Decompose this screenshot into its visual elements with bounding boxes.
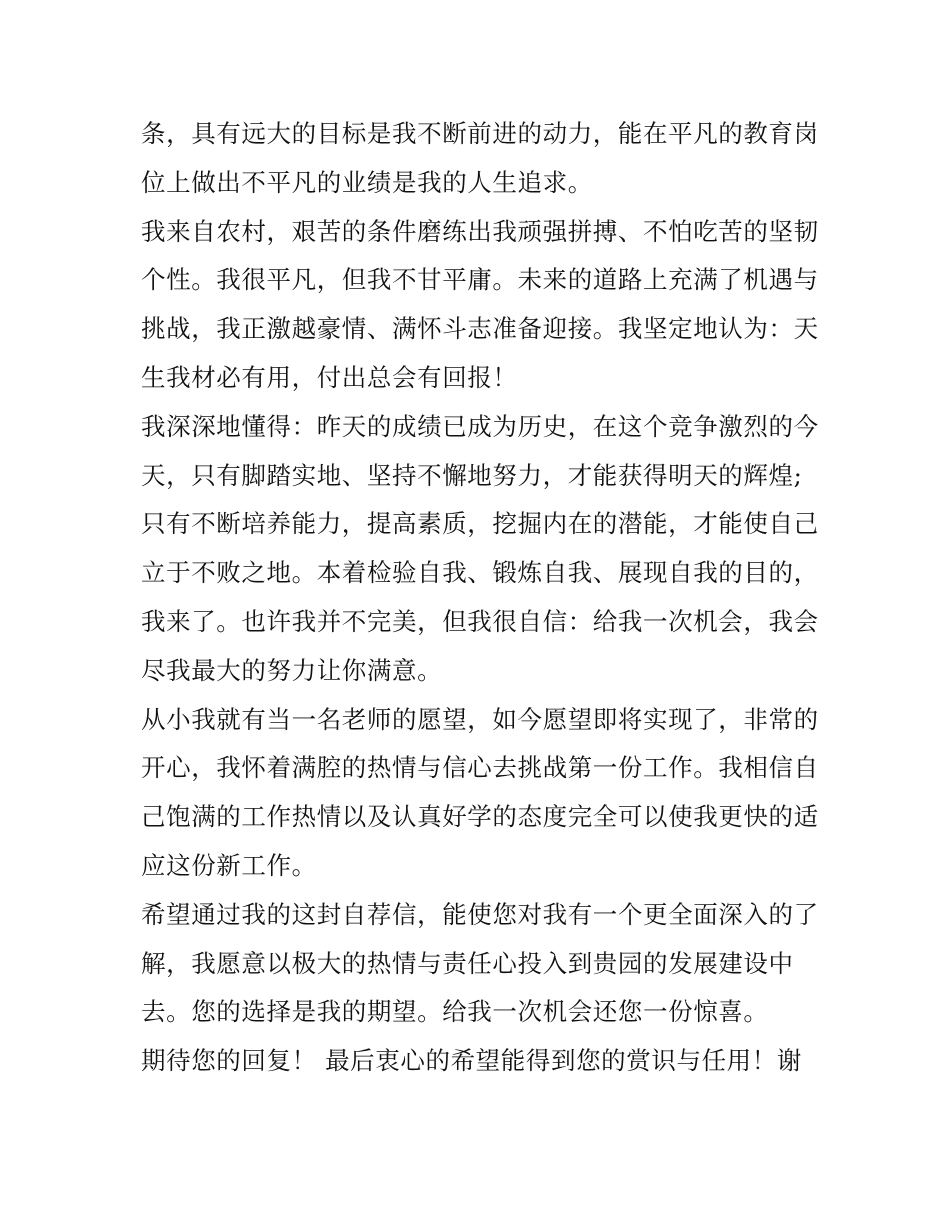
text-line: 位上做出不平凡的业绩是我的人生追求。 xyxy=(141,167,593,197)
text-line: 只有不断培养能力，提高素质，挖掘内在的潜能，才能使自己 xyxy=(141,509,819,539)
text-line: 挑战，我正激越豪情、满怀斗志准备迎接。我坚定地认为：天 xyxy=(141,314,819,344)
text-line: 去。您的选择是我的期望。给我一次机会还您一份惊喜。 xyxy=(141,997,769,1027)
text-line: 应这份新工作。 xyxy=(141,850,317,880)
text-line: 个性。我很平凡，但我不甘平庸。未来的道路上充满了机遇与 xyxy=(141,265,819,295)
document-body xyxy=(141,110,821,1086)
text-line: 我来自农村，艰苦的条件磨练出我顽强拼搏、不怕吃苦的坚韧 xyxy=(141,216,819,246)
text-line: 生我材必有用，付出总会有回报！ xyxy=(141,362,518,392)
text-line: 期待您的回复！ 最后衷心的希望能得到您的赏识与任用！谢 xyxy=(141,1046,802,1076)
text-line: 希望通过我的这封自荐信，能使您对我有一个更全面深入的了 xyxy=(141,899,819,929)
text-line: 己饱满的工作热情以及认真好学的态度完全可以使我更快的适 xyxy=(141,802,819,832)
text-line: 立于不败之地。本着检验自我、锻炼自我、展现自我的目的， xyxy=(141,558,819,588)
text-line: 我深深地懂得：昨天的成绩已成为历史，在这个竞争激烈的今 xyxy=(141,411,819,441)
text-line: 我来了。也许我并不完美，但我很自信：给我一次机会，我会 xyxy=(141,606,819,636)
text-line: 尽我最大的努力让你满意。 xyxy=(141,655,443,685)
text-line: 天，只有脚踏实地、坚持不懈地努力，才能获得明天的辉煌; xyxy=(141,460,803,490)
text-line: 解，我愿意以极大的热情与责任心投入到贵园的发展建设中 xyxy=(141,948,794,978)
text-line: 条，具有远大的目标是我不断前进的动力，能在平凡的教育岗 xyxy=(141,119,819,148)
text-line: 从小我就有当一名老师的愿望，如今愿望即将实现了，非常的 xyxy=(141,704,819,734)
text-line: 开心，我怀着满腔的热情与信心去挑战第一份工作。我相信自 xyxy=(141,753,819,783)
